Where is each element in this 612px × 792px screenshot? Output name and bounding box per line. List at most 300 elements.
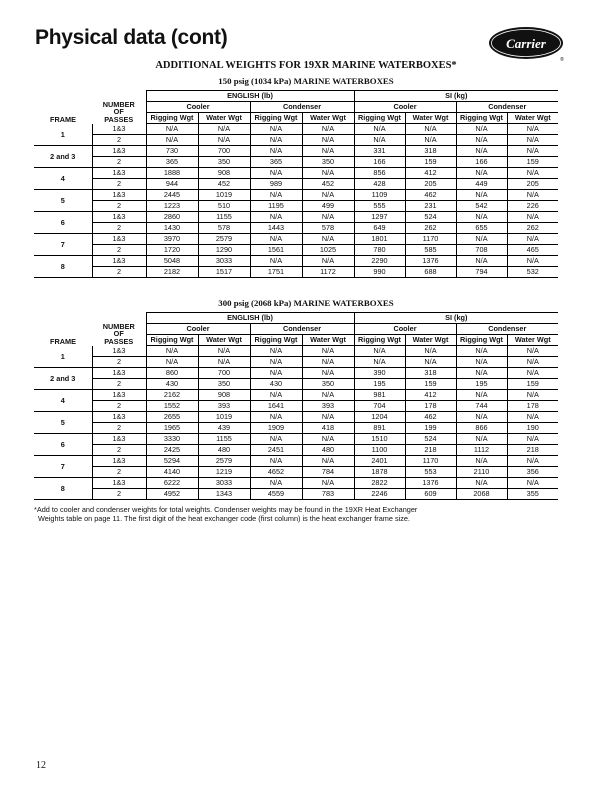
weight-cell: N/A: [456, 412, 507, 423]
weight-cell: 350: [302, 379, 354, 390]
rigging-weight-header: Rigging Wgt: [250, 113, 302, 124]
weight-cell: 532: [507, 267, 558, 278]
weight-cell: N/A: [507, 124, 558, 135]
weight-cell: N/A: [146, 346, 198, 357]
water-weight-header: Water Wgt: [507, 335, 558, 346]
weight-cell: 688: [405, 267, 456, 278]
weight-cell: 1219: [198, 467, 250, 478]
cooler-header: Cooler: [354, 102, 456, 113]
weight-cell: 784: [302, 467, 354, 478]
passes-cell: 1&3: [92, 168, 146, 179]
weight-cell: 1170: [405, 234, 456, 245]
weight-cell: 6222: [146, 478, 198, 489]
weight-cell: 1100: [354, 445, 405, 456]
table-row: [34, 489, 558, 500]
weight-cell: 1376: [405, 256, 456, 267]
weight-cell: N/A: [302, 212, 354, 223]
weight-cell: 1170: [405, 456, 456, 467]
weight-cell: 1909: [250, 423, 302, 434]
table-row: [34, 157, 558, 168]
table-300-subtitle: 300 psig (2068 kPa) MARINE WATERBOXES: [218, 298, 394, 308]
passes-header: [92, 91, 146, 124]
weight-cell: 159: [405, 157, 456, 168]
table-row: [34, 401, 558, 412]
frame-cell: 4: [34, 390, 92, 412]
passes-cell: 1&3: [92, 212, 146, 223]
weight-cell: N/A: [456, 434, 507, 445]
water-weight-header: Water Wgt: [198, 113, 250, 124]
weight-cell: 350: [302, 157, 354, 168]
water-weight-header: Water Wgt: [405, 113, 456, 124]
condenser-header: Condenser: [456, 324, 558, 335]
weight-cell: 178: [507, 401, 558, 412]
weight-cell: N/A: [250, 478, 302, 489]
condenser-header: Condenser: [456, 102, 558, 113]
weight-cell: 465: [507, 245, 558, 256]
weight-cell: 981: [354, 390, 405, 401]
weight-cell: 462: [405, 190, 456, 201]
rigging-weight-header: Rigging Wgt: [354, 113, 405, 124]
weight-cell: N/A: [250, 168, 302, 179]
page-title: Physical data (cont): [35, 26, 228, 49]
weight-cell: 1195: [250, 201, 302, 212]
passes-cell: 1&3: [92, 478, 146, 489]
passes-cell: 2: [92, 423, 146, 434]
weight-cell: N/A: [507, 346, 558, 357]
weight-cell: N/A: [456, 190, 507, 201]
weight-cell: 2068: [456, 489, 507, 500]
weight-cell: 524: [405, 434, 456, 445]
passes-cell: 2: [92, 467, 146, 478]
weight-cell: 166: [354, 157, 405, 168]
frame-cell: 8: [34, 256, 92, 278]
passes-cell: 1&3: [92, 190, 146, 201]
frame-cell: 2 and 3: [34, 146, 92, 168]
weight-cell: N/A: [456, 368, 507, 379]
weight-cell: 499: [302, 201, 354, 212]
weight-cell: N/A: [250, 146, 302, 157]
weight-cell: N/A: [250, 234, 302, 245]
frame-cell: 8: [34, 478, 92, 500]
weight-cell: 355: [507, 489, 558, 500]
weight-cell: 1223: [146, 201, 198, 212]
weight-cell: N/A: [456, 456, 507, 467]
weight-cell: 2246: [354, 489, 405, 500]
weight-cell: 318: [405, 368, 456, 379]
weight-cell: N/A: [456, 124, 507, 135]
weight-cell: N/A: [507, 368, 558, 379]
water-weight-header: Water Wgt: [198, 335, 250, 346]
weight-cell: 430: [146, 379, 198, 390]
weight-cell: 393: [302, 401, 354, 412]
condenser-header: Condenser: [250, 324, 354, 335]
weight-cell: N/A: [507, 357, 558, 368]
weight-cell: 218: [507, 445, 558, 456]
passes-header-line: NUMBER: [102, 321, 135, 331]
weight-cell: N/A: [302, 434, 354, 445]
weight-cell: 1801: [354, 234, 405, 245]
weights-table-150psig: [34, 90, 558, 278]
weight-cell: N/A: [507, 256, 558, 267]
section-title: ADDITIONAL WEIGHTS FOR 19XR MARINE WATERBOXES*: [155, 60, 457, 71]
weight-cell: 428: [354, 179, 405, 190]
weight-cell: N/A: [507, 212, 558, 223]
weight-cell: 780: [354, 245, 405, 256]
weight-cell: N/A: [456, 212, 507, 223]
table-row: [34, 346, 558, 357]
weight-cell: 418: [302, 423, 354, 434]
weight-cell: 1878: [354, 467, 405, 478]
weight-cell: N/A: [302, 190, 354, 201]
table-row: [34, 223, 558, 234]
weight-cell: 178: [405, 401, 456, 412]
weight-cell: 5048: [146, 256, 198, 267]
weight-cell: 226: [507, 201, 558, 212]
weight-cell: N/A: [302, 368, 354, 379]
weight-cell: 2822: [354, 478, 405, 489]
weight-cell: 3033: [198, 256, 250, 267]
weight-cell: 1172: [302, 267, 354, 278]
weight-cell: N/A: [405, 124, 456, 135]
weight-cell: 1204: [354, 412, 405, 423]
weight-cell: N/A: [198, 124, 250, 135]
passes-cell: 1&3: [92, 368, 146, 379]
weight-cell: 908: [198, 168, 250, 179]
weight-cell: N/A: [302, 456, 354, 467]
passes-header-line: NUMBER: [102, 99, 135, 109]
weight-cell: 989: [250, 179, 302, 190]
weight-cell: 205: [405, 179, 456, 190]
table-row: [34, 212, 558, 223]
passes-cell: 1&3: [92, 434, 146, 445]
weight-cell: N/A: [405, 135, 456, 146]
weight-cell: 860: [146, 368, 198, 379]
weight-cell: N/A: [456, 478, 507, 489]
frame-cell: 1: [34, 124, 92, 146]
passes-cell: 2: [92, 157, 146, 168]
weight-cell: 166: [456, 157, 507, 168]
passes-cell: 2: [92, 489, 146, 500]
weight-cell: 2182: [146, 267, 198, 278]
condenser-header: Condenser: [250, 102, 354, 113]
table-row: [34, 190, 558, 201]
frame-cell: 1: [34, 346, 92, 368]
weight-cell: 1019: [198, 412, 250, 423]
weight-cell: 1019: [198, 190, 250, 201]
weights-table-300psig: [34, 312, 558, 500]
si-units-header: SI (kg): [354, 313, 558, 324]
cooler-header: Cooler: [146, 102, 250, 113]
weight-cell: 655: [456, 223, 507, 234]
weight-cell: 2445: [146, 190, 198, 201]
weight-cell: 1112: [456, 445, 507, 456]
weight-cell: 542: [456, 201, 507, 212]
weight-cell: 449: [456, 179, 507, 190]
weight-cell: 1552: [146, 401, 198, 412]
weight-cell: N/A: [146, 135, 198, 146]
weight-cell: 1155: [198, 434, 250, 445]
weight-cell: N/A: [250, 390, 302, 401]
frame-cell: 7: [34, 456, 92, 478]
passes-cell: 2: [92, 179, 146, 190]
passes-cell: 2: [92, 201, 146, 212]
carrier-logo: [488, 26, 566, 62]
weight-cell: N/A: [250, 357, 302, 368]
table-row: [34, 368, 558, 379]
weight-cell: 2162: [146, 390, 198, 401]
weight-cell: 908: [198, 390, 250, 401]
weight-cell: 190: [507, 423, 558, 434]
english-units-header: ENGLISH (lb): [146, 91, 354, 102]
table-row: [34, 267, 558, 278]
weight-cell: N/A: [302, 124, 354, 135]
weight-cell: N/A: [456, 234, 507, 245]
weight-cell: 393: [198, 401, 250, 412]
weight-cell: 990: [354, 267, 405, 278]
weight-cell: 1155: [198, 212, 250, 223]
weight-cell: 350: [198, 379, 250, 390]
weight-cell: 783: [302, 489, 354, 500]
weight-cell: 700: [198, 146, 250, 157]
weight-cell: N/A: [302, 357, 354, 368]
weight-cell: N/A: [146, 124, 198, 135]
passes-cell: 2: [92, 267, 146, 278]
passes-cell: 2: [92, 135, 146, 146]
weight-cell: N/A: [456, 168, 507, 179]
weight-cell: 856: [354, 168, 405, 179]
weight-cell: 262: [405, 223, 456, 234]
weight-cell: 480: [198, 445, 250, 456]
table-row: [34, 179, 558, 190]
weight-cell: 891: [354, 423, 405, 434]
weight-cell: N/A: [456, 146, 507, 157]
passes-cell: 2: [92, 401, 146, 412]
weight-cell: 350: [198, 157, 250, 168]
weight-cell: 159: [507, 379, 558, 390]
weight-cell: N/A: [456, 256, 507, 267]
weight-cell: 318: [405, 146, 456, 157]
table-row: [34, 379, 558, 390]
weight-cell: 1965: [146, 423, 198, 434]
weight-cell: 452: [198, 179, 250, 190]
weight-cell: N/A: [198, 346, 250, 357]
weight-cell: N/A: [302, 412, 354, 423]
weight-cell: N/A: [507, 146, 558, 157]
weight-cell: 704: [354, 401, 405, 412]
table-row: [34, 467, 558, 478]
weight-cell: N/A: [198, 135, 250, 146]
weight-cell: 555: [354, 201, 405, 212]
table-row: [34, 135, 558, 146]
weight-cell: 585: [405, 245, 456, 256]
rigging-weight-header: Rigging Wgt: [456, 335, 507, 346]
water-weight-header: Water Wgt: [405, 335, 456, 346]
weight-cell: 5294: [146, 456, 198, 467]
weight-cell: 1510: [354, 434, 405, 445]
weight-cell: 2425: [146, 445, 198, 456]
rigging-weight-header: Rigging Wgt: [146, 113, 198, 124]
table-150-subtitle: 150 psig (1034 kPa) MARINE WATERBOXES: [218, 76, 394, 86]
rigging-weight-header: Rigging Wgt: [250, 335, 302, 346]
water-weight-header: Water Wgt: [507, 113, 558, 124]
weight-cell: 866: [456, 423, 507, 434]
weight-cell: N/A: [507, 434, 558, 445]
water-weight-header: Water Wgt: [302, 335, 354, 346]
table-row: [34, 357, 558, 368]
passes-cell: 1&3: [92, 124, 146, 135]
weight-cell: N/A: [250, 346, 302, 357]
weight-cell: 1297: [354, 212, 405, 223]
weight-cell: N/A: [405, 346, 456, 357]
passes-cell: 1&3: [92, 346, 146, 357]
weight-cell: N/A: [302, 390, 354, 401]
weight-cell: 365: [146, 157, 198, 168]
weight-cell: 553: [405, 467, 456, 478]
weight-cell: N/A: [250, 412, 302, 423]
rigging-weight-header: Rigging Wgt: [146, 335, 198, 346]
passes-cell: 2: [92, 223, 146, 234]
weight-cell: 708: [456, 245, 507, 256]
weight-cell: 510: [198, 201, 250, 212]
frame-header: FRAME: [50, 114, 76, 124]
weight-cell: N/A: [302, 346, 354, 357]
weight-cell: N/A: [302, 146, 354, 157]
si-units-header: SI (kg): [354, 91, 558, 102]
table-row: [34, 245, 558, 256]
weight-cell: 1751: [250, 267, 302, 278]
table-row: [34, 146, 558, 157]
weight-cell: 462: [405, 412, 456, 423]
weight-cell: 944: [146, 179, 198, 190]
passes-cell: 2: [92, 245, 146, 256]
passes-cell: 1&3: [92, 256, 146, 267]
passes-cell: 1&3: [92, 390, 146, 401]
rigging-weight-header: Rigging Wgt: [456, 113, 507, 124]
table-row: [34, 256, 558, 267]
weight-cell: 1430: [146, 223, 198, 234]
weight-cell: N/A: [250, 135, 302, 146]
weight-cell: N/A: [250, 190, 302, 201]
weight-cell: N/A: [507, 478, 558, 489]
cooler-header: Cooler: [354, 324, 456, 335]
table-row: [34, 478, 558, 489]
weight-cell: 1290: [198, 245, 250, 256]
weight-cell: N/A: [198, 357, 250, 368]
weight-cell: 159: [405, 379, 456, 390]
registered-mark: ®: [560, 57, 564, 62]
weight-cell: 609: [405, 489, 456, 500]
weight-cell: 3970: [146, 234, 198, 245]
passes-cell: 1&3: [92, 412, 146, 423]
weight-cell: N/A: [507, 135, 558, 146]
weight-cell: N/A: [507, 456, 558, 467]
weight-cell: 1443: [250, 223, 302, 234]
weight-cell: N/A: [456, 135, 507, 146]
weight-cell: 452: [302, 179, 354, 190]
weight-cell: 1517: [198, 267, 250, 278]
frame-cell: 2 and 3: [34, 368, 92, 390]
weight-cell: 195: [354, 379, 405, 390]
passes-cell: 1&3: [92, 456, 146, 467]
weight-cell: 1025: [302, 245, 354, 256]
weight-cell: 794: [456, 267, 507, 278]
weight-cell: 331: [354, 146, 405, 157]
footnote-line: Weights table on page 11. The first digit of the heat exchanger code (first column) is the heat exchanger frame size.: [38, 514, 410, 523]
weight-cell: 262: [507, 223, 558, 234]
passes-header-line: OF: [113, 107, 124, 117]
weight-cell: 218: [405, 445, 456, 456]
table-row: [34, 234, 558, 245]
weight-cell: 1641: [250, 401, 302, 412]
weight-cell: 4952: [146, 489, 198, 500]
weight-cell: N/A: [302, 256, 354, 267]
weight-cell: 730: [146, 146, 198, 157]
table-row: [34, 168, 558, 179]
passes-header-line: OF: [113, 329, 124, 339]
weight-cell: N/A: [507, 412, 558, 423]
weight-cell: 2655: [146, 412, 198, 423]
weight-cell: 231: [405, 201, 456, 212]
weight-cell: 365: [250, 157, 302, 168]
frame-cell: 7: [34, 234, 92, 256]
weight-cell: 2290: [354, 256, 405, 267]
passes-cell: 2: [92, 357, 146, 368]
weight-cell: N/A: [302, 135, 354, 146]
weight-cell: N/A: [354, 357, 405, 368]
weight-cell: 390: [354, 368, 405, 379]
weight-cell: N/A: [302, 234, 354, 245]
weight-cell: 1109: [354, 190, 405, 201]
weight-cell: 2401: [354, 456, 405, 467]
table-row: [34, 445, 558, 456]
page-number: 12: [36, 760, 46, 771]
table-row: [34, 124, 558, 135]
weight-cell: 744: [456, 401, 507, 412]
weight-cell: 439: [198, 423, 250, 434]
weight-cell: N/A: [405, 357, 456, 368]
weight-cell: 4140: [146, 467, 198, 478]
weight-cell: 159: [507, 157, 558, 168]
weight-cell: N/A: [250, 212, 302, 223]
weight-cell: 1376: [405, 478, 456, 489]
weight-cell: N/A: [507, 190, 558, 201]
weight-cell: 578: [302, 223, 354, 234]
frame-cell: 5: [34, 190, 92, 212]
passes-header: [92, 313, 146, 346]
weight-cell: 524: [405, 212, 456, 223]
weight-cell: 649: [354, 223, 405, 234]
table-row: [34, 434, 558, 445]
weight-cell: 430: [250, 379, 302, 390]
weight-cell: 2860: [146, 212, 198, 223]
weight-cell: 195: [456, 379, 507, 390]
rigging-weight-header: Rigging Wgt: [354, 335, 405, 346]
frame-cell: 5: [34, 412, 92, 434]
table-row: [34, 412, 558, 423]
passes-header-line: PASSES: [104, 114, 134, 124]
weight-cell: N/A: [507, 234, 558, 245]
weight-cell: N/A: [354, 124, 405, 135]
weight-cell: 3330: [146, 434, 198, 445]
weight-cell: N/A: [456, 346, 507, 357]
weight-cell: 1888: [146, 168, 198, 179]
table-row: [34, 201, 558, 212]
passes-header-line: PASSES: [104, 336, 134, 346]
weight-cell: 3033: [198, 478, 250, 489]
weight-cell: 578: [198, 223, 250, 234]
weight-cell: N/A: [250, 256, 302, 267]
weight-cell: 480: [302, 445, 354, 456]
